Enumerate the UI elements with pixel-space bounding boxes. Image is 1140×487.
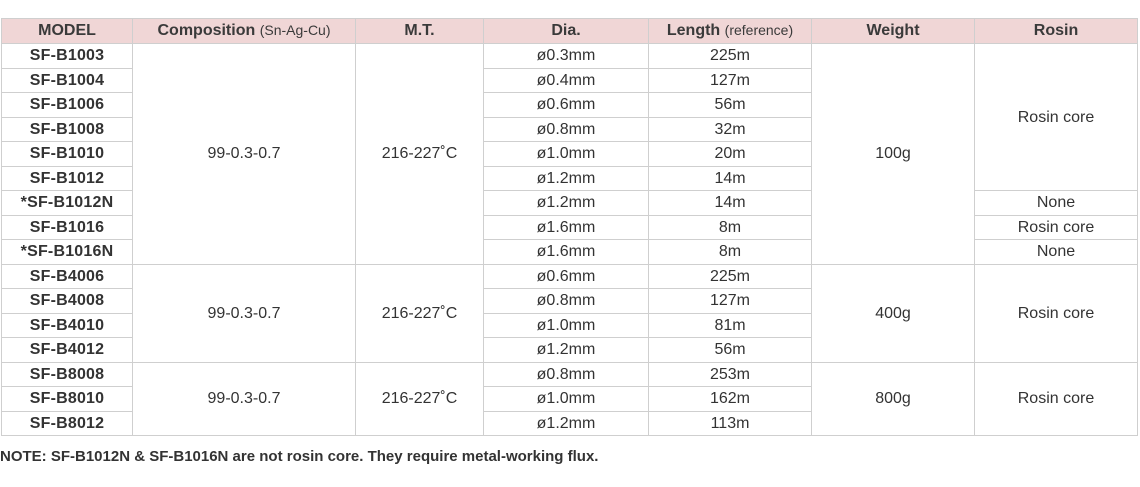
- model-cell: SF-B4006: [2, 264, 133, 289]
- dia-cell: ø0.6mm: [484, 93, 649, 118]
- model-cell: SF-B4012: [2, 338, 133, 363]
- header-composition: [133, 19, 356, 44]
- header-composition-sub: (Sn-Ag-Cu): [259, 22, 331, 38]
- model-cell: SF-B4010: [2, 313, 133, 338]
- dia-cell: ø0.8mm: [484, 362, 649, 387]
- mt-cell: 216-227˚C: [356, 362, 484, 436]
- length-cell: 14m: [649, 191, 812, 216]
- dia-cell: ø1.6mm: [484, 215, 649, 240]
- composition-cell: 99-0.3-0.7: [133, 264, 356, 362]
- table-row: [2, 44, 1138, 69]
- dia-cell: ø0.3mm: [484, 44, 649, 69]
- model-cell: *SF-B1012N: [2, 191, 133, 216]
- model-cell: SF-B1016: [2, 215, 133, 240]
- dia-cell: ø0.8mm: [484, 117, 649, 142]
- dia-cell: ø1.6mm: [484, 240, 649, 265]
- length-cell: 56m: [649, 93, 812, 118]
- header-weight: Weight: [812, 19, 975, 44]
- model-cell: SF-B1008: [2, 117, 133, 142]
- weight-cell: 800g: [812, 362, 975, 436]
- header-length-sub: (reference): [724, 22, 794, 38]
- dia-cell: ø1.2mm: [484, 166, 649, 191]
- rosin-cell: None: [975, 191, 1138, 216]
- rosin-cell: None: [975, 240, 1138, 265]
- length-cell: 56m: [649, 338, 812, 363]
- length-cell: 8m: [649, 215, 812, 240]
- spec-table: [1, 18, 1138, 436]
- model-cell: SF-B4008: [2, 289, 133, 314]
- model-cell: SF-B1003: [2, 44, 133, 69]
- weight-cell: 400g: [812, 264, 975, 362]
- rosin-cell: Rosin core: [975, 44, 1138, 191]
- composition-cell: 99-0.3-0.7: [133, 44, 356, 265]
- rosin-cell: Rosin core: [975, 215, 1138, 240]
- header-row: [2, 19, 1138, 44]
- dia-cell: ø0.4mm: [484, 68, 649, 93]
- model-cell: SF-B8012: [2, 411, 133, 436]
- mt-cell: 216-227˚C: [356, 264, 484, 362]
- header-composition-label: Composition: [157, 22, 256, 39]
- dia-cell: ø0.6mm: [484, 264, 649, 289]
- length-cell: 8m: [649, 240, 812, 265]
- header-dia: Dia.: [484, 19, 649, 44]
- dia-cell: ø1.2mm: [484, 411, 649, 436]
- model-cell: SF-B8010: [2, 387, 133, 412]
- length-cell: 14m: [649, 166, 812, 191]
- length-cell: 162m: [649, 387, 812, 412]
- header-model: MODEL: [2, 19, 133, 44]
- mt-cell: 216-227˚C: [356, 44, 484, 265]
- dia-cell: ø1.2mm: [484, 191, 649, 216]
- dia-cell: ø0.8mm: [484, 289, 649, 314]
- header-length-label: Length: [666, 22, 721, 39]
- weight-cell: 100g: [812, 44, 975, 265]
- footnote: NOTE: SF-B1012N & SF-B1016N are not rosin core. They require metal-working flux.: [0, 448, 599, 465]
- table-row: [2, 264, 1138, 289]
- composition-cell: 99-0.3-0.7: [133, 362, 356, 436]
- length-cell: 20m: [649, 142, 812, 167]
- dia-cell: ø1.0mm: [484, 313, 649, 338]
- length-cell: 225m: [649, 264, 812, 289]
- header-length: [649, 19, 812, 44]
- dia-cell: ø1.0mm: [484, 142, 649, 167]
- model-cell: *SF-B1016N: [2, 240, 133, 265]
- length-cell: 225m: [649, 44, 812, 69]
- model-cell: SF-B1010: [2, 142, 133, 167]
- length-cell: 81m: [649, 313, 812, 338]
- model-cell: SF-B1006: [2, 93, 133, 118]
- length-cell: 32m: [649, 117, 812, 142]
- model-cell: SF-B1012: [2, 166, 133, 191]
- dia-cell: ø1.0mm: [484, 387, 649, 412]
- model-cell: SF-B1004: [2, 68, 133, 93]
- rosin-cell: Rosin core: [975, 264, 1138, 362]
- length-cell: 113m: [649, 411, 812, 436]
- length-cell: 127m: [649, 68, 812, 93]
- header-mt: M.T.: [356, 19, 484, 44]
- length-cell: 127m: [649, 289, 812, 314]
- table-row: [2, 362, 1138, 387]
- length-cell: 253m: [649, 362, 812, 387]
- header-rosin: Rosin: [975, 19, 1138, 44]
- dia-cell: ø1.2mm: [484, 338, 649, 363]
- rosin-cell: Rosin core: [975, 362, 1138, 436]
- model-cell: SF-B8008: [2, 362, 133, 387]
